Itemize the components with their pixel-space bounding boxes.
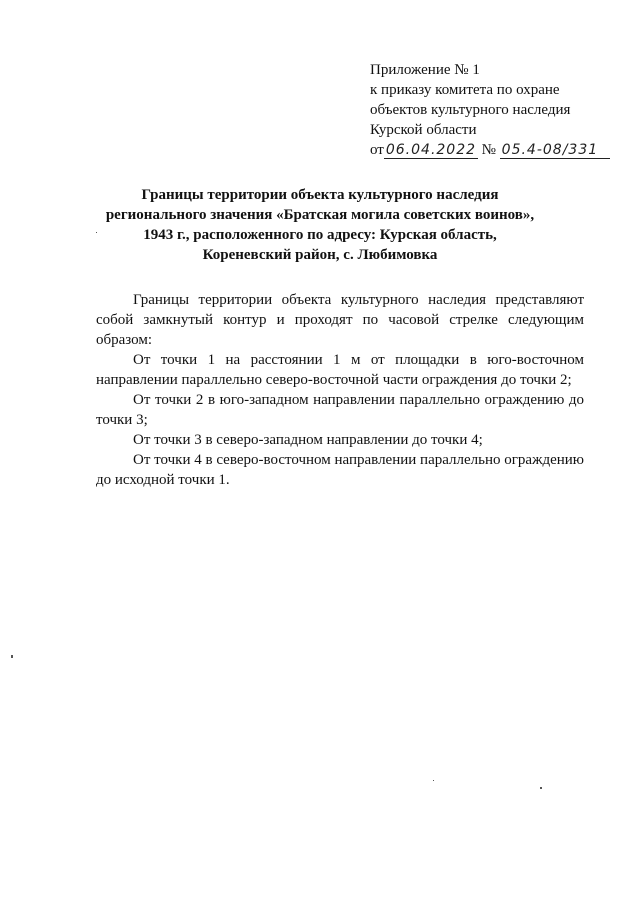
title-line-2: регионального значения «Братская могила советских воинов», [105, 207, 535, 223]
body-paragraph: От точки 1 на расстоянии 1 м от площадки в юго-восточном направлении параллельно северо-восточной части ограждения до точки 2; [96, 352, 584, 388]
scan-speck [433, 780, 434, 781]
order-date-handwritten: 06.04.2022 [385, 142, 477, 158]
order-number-prefix: № [481, 142, 496, 158]
body-paragraph: От точки 4 в северо-восточном направлении параллельно ограждению до исходной точки 1. [96, 452, 584, 488]
scan-speck [540, 787, 542, 789]
appendix-line-1: Приложение № 1 [370, 62, 480, 78]
appendix-line-4: Курской области [370, 122, 477, 138]
body-paragraph: Границы территории объекта культурного наследия представляют собой замкнутый контур и проходят по часовой стрелке следующим образом: [96, 292, 584, 348]
appendix-line-3: объектов культурного наследия [370, 102, 571, 118]
body-paragraph: От точки 3 в северо-западном направлении до точки 4; [133, 432, 483, 448]
appendix-header [370, 60, 630, 160]
title-line-3: 1943 г., расположенного по адресу: Курская область, [143, 227, 497, 243]
order-date-prefix: от [370, 142, 384, 158]
order-number-handwritten: 05.4-08/331 [500, 143, 610, 159]
scan-speck [96, 232, 97, 233]
title-line-4: Кореневский район, с. Любимовка [202, 247, 438, 263]
title-line-1: Границы территории объекта культурного наследия [141, 187, 499, 203]
order-reference-line [370, 140, 630, 160]
document-title [60, 185, 580, 265]
appendix-line-2: к приказу комитета по охране [370, 82, 560, 98]
document-body [96, 290, 584, 490]
scan-speck [11, 655, 13, 658]
body-paragraph: От точки 2 в юго-западном направлении параллельно ограждению до точки 3; [96, 392, 584, 428]
